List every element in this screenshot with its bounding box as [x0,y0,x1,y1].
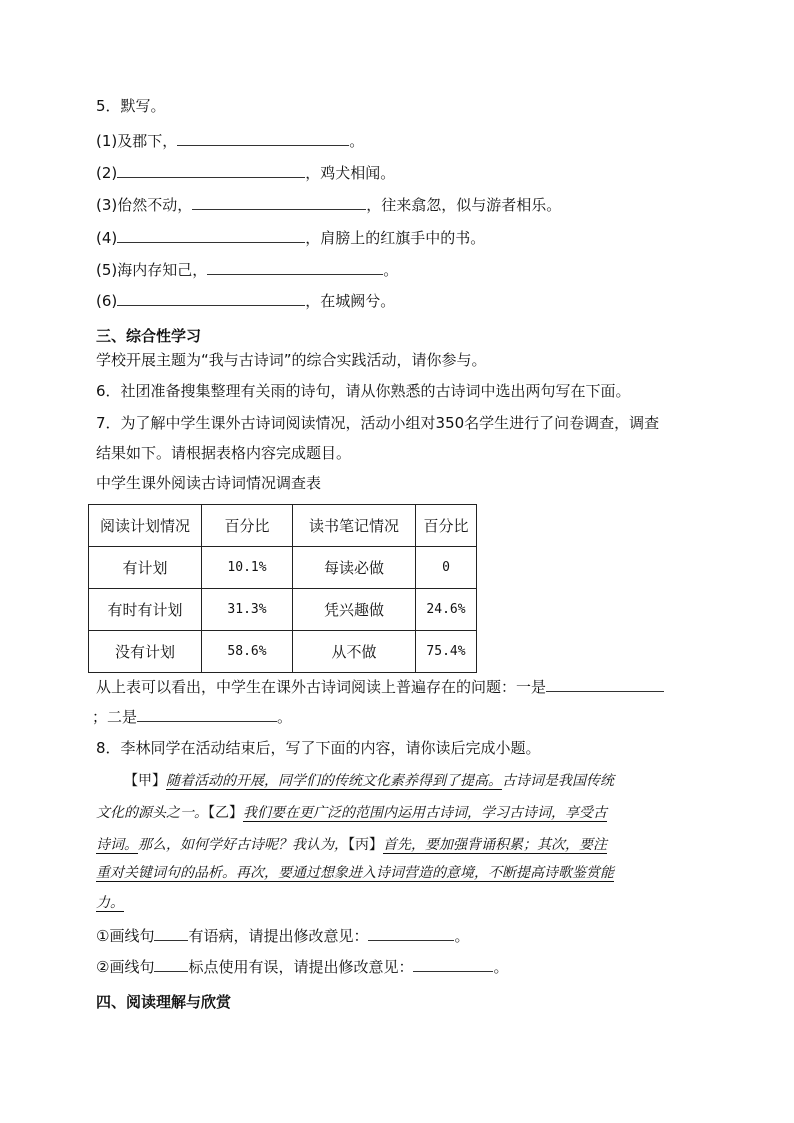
answer-blank[interactable] [368,925,454,941]
underlined-sentence-jia: 随着活动的开展，同学们的传统文化素养得到了提高。 [166,773,502,789]
table-header-cell: 百分比 [416,505,477,547]
table-cell: 有时有计划 [89,589,202,631]
answer-blank[interactable] [117,227,305,243]
passage-line-3: 诗词。那么，如何学好古诗呢？我认为，【丙】首先，要加强背诵积累；其次，要注 [96,837,607,853]
table-row [89,547,477,589]
q5-title: 5．默写。 [96,97,166,115]
answer-blank[interactable] [207,259,383,275]
table-cell: 24.6% [416,589,477,631]
answer-blank[interactable] [192,194,366,210]
q5-item-1: (1)及郡下， 。 [96,132,365,150]
answer-blank[interactable] [154,956,188,972]
table-row [89,589,477,631]
question-8: 8．李林同学在活动结束后，写了下面的内容，请你读后完成小题。 [96,739,541,757]
table-row [89,631,477,673]
table-title: 中学生课外阅读古诗词情况调查表 [96,474,322,492]
q5-item-2: (2) ，鸡犬相闻。 [96,164,396,182]
answer-blank[interactable] [117,290,305,306]
q5-item-5: (5)海内存知己， 。 [96,261,399,279]
passage-line-1: 【甲】随着活动的开展，同学们的传统文化素养得到了提高。古诗词是我国传统 [124,773,614,789]
table-cell: 每读必做 [293,547,416,589]
table-cell: 31.3% [202,589,293,631]
survey-table [88,504,477,673]
table-cell: 58.6% [202,631,293,673]
question-7-answer-line-2: ；二是 。 [92,708,293,726]
section-heading: 三、综合性学习 [96,327,202,345]
table-cell: 从不做 [293,631,416,673]
answer-blank[interactable] [413,956,493,972]
table-header-cell: 读书笔记情况 [293,505,416,547]
underlined-sentence-yi: 我们要在更广泛的范围内运用古诗词，学习古诗词，享受古 [243,805,607,821]
table-cell: 75.4% [416,631,477,673]
question-7-answer-line-1: 从上表可以看出，中学生在课外古诗词阅读上普遍存在的问题：一是 [96,676,664,697]
table-header-cell: 阅读计划情况 [89,505,202,547]
table-cell: 0 [416,547,477,589]
table-cell: 没有计划 [89,631,202,673]
table-header-cell: 百分比 [202,505,293,547]
table-cell: 10.1% [202,547,293,589]
passage-line-2: 文化的源头之一。【乙】我们要在更广泛的范围内运用古诗词，学习古诗词，享受古 [96,805,607,821]
passage-line-5: 力。 [96,895,124,911]
answer-blank[interactable] [137,706,277,722]
answer-blank[interactable] [177,130,349,146]
answer-blank[interactable] [154,925,188,941]
q5-item-3: (3)佁然不动， ，往来翕忽，似与游者相乐。 [96,196,562,214]
question-7-line-1: 7．为了解中学生课外古诗词阅读情况，活动小组对350名学生进行了问卷调查，调查 [96,414,660,432]
sub-question-2: ②画线句 标点使用有误，请提出修改意见： 。 [96,958,509,976]
table-cell: 有计划 [89,547,202,589]
q5-item-4: (4) ，肩膀上的红旗手中的书。 [96,229,486,247]
answer-blank[interactable] [546,676,664,692]
q5-item-6: (6) ，在城阙兮。 [96,292,396,310]
passage-line-4: 重对关键词句的品析。再次，要通过想象进入诗词营造的意境，不断提高诗歌鉴赏能 [96,865,614,881]
table-header-row [89,505,477,547]
underlined-sentence-bing: 首先，要加强背诵积累；其次，要注 [383,837,607,853]
table-cell: 凭兴趣做 [293,589,416,631]
question-7-line-2: 结果如下。请根据表格内容完成题目。 [96,444,352,462]
answer-blank[interactable] [117,162,305,178]
section-heading: 四、阅读理解与欣赏 [96,993,232,1011]
question-6: 6．社团准备搜集整理有关雨的诗句，请从你熟悉的古诗词中选出两句写在下面。 [96,382,631,400]
sub-question-1: ①画线句 有语病，请提出修改意见： 。 [96,927,470,945]
section-intro: 学校开展主题为“我与古诗词”的综合实践活动，请你参与。 [96,351,487,369]
